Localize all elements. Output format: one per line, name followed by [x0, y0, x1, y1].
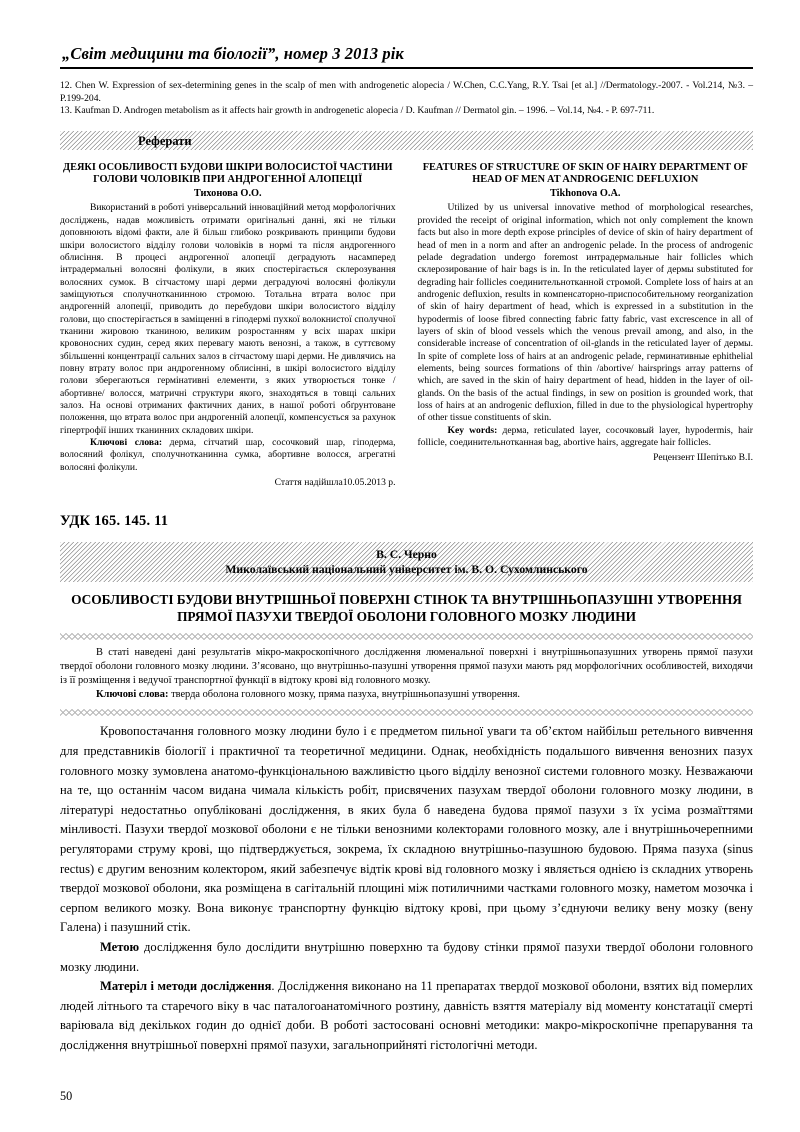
abstract-body-uk: Використаний в роботі універсальний інноваційний метод морфологічних досліджень, надав можливість отримати оригінальні данні, які не тільки доповнюють відомі факти, але й більш глибоко розкривають принципи будови шкіри волосистого відділу голови чоловіків в нормі та після андрогенного облисіння. В процесі андрогенної алопеції деградують насамперед інтрадермальні волосяні фолікули, в яких спостерігається склерозування волосяних сумок. В сітчастому шарі дерми деградуючі волосяні фолікули заміщуються сполучнотканинною стромою. Тотальна втрата волос при андрогенній алопеції, приводить до перебудови шкіри волосистого відділу голови, що спостерігається в заміщенні в гіподермі пухкої волокнистої сполучної тканини жировою тканиною, великим розростанням у всіх шарах шкіри кровоносних судин, серед яких перевагу мають венозні, а також, в суттєвому збільшенні концентрації сальних залоз в сітчастому шарі дерми. Не дивлячись на повну втрату волос при андрогенному облисінні, в шкірі волосистого відділу голови зберегаються гермінативні елементи, з яких утворюється тонке /абортивне/ волосся, матричні структури якого, знаходяться в товщі сальних залоз. На основі отриманих фактичних даних, в нашої роботі обґрунтоване положення, що втрата волос при андрогенній алопеції, компенсується за рахунок гіпертрофії інших тканинних складових шкіри. — [60, 202, 396, 436]
article-title: ОСОБЛИВОСТІ БУДОВИ ВНУТРІШНЬОЇ ПОВЕРХНІ СТІНОК ТА ВНУТРІШНЬОПАЗУШНІ УТВОРЕННЯ ПРЯМОЇ ПАЗУХИ ТВЕРДОЇ ОБОЛОНИ ГОЛОВНОГО МОЗКУ ЛЮДИНИ — [71, 591, 742, 625]
body-paragraph — [60, 977, 753, 1055]
abstract-author-uk: Тихонова О.О. — [193, 187, 262, 199]
abstract-author-en: Tikhonova O.A. — [550, 187, 621, 199]
abstract-footer-uk: Стаття надійшла10.05.2013 р. — [274, 477, 396, 489]
abstract-keywords-label-en: Key words: — [447, 424, 498, 436]
body-paragraph-lead: Метою — [100, 939, 140, 954]
abstracts-section-banner — [60, 131, 753, 150]
body-paragraph — [60, 722, 753, 938]
abstract-keywords-text-uk: дерма, сітчатий шар, сосочковий шар, гіподерма, волосяний фолікул, сполучнотканинна сумка, абортивне волосся, агрегатні волосяні фолікули. — [60, 437, 396, 473]
abstract-column-uk — [60, 162, 396, 490]
article-author-banner — [60, 542, 753, 582]
abstracts-section-label: Реферати — [138, 133, 192, 148]
abstract-footer-en: Рецензент Шепітько В.І. — [653, 452, 753, 464]
abstract-body-en: Utilized by us universal innovative method of morphological researches, provided the receipt of original information, which not only complement the known facts but also in more depth expose principles of device of skin of hairy department of head of men in a norm and after an androgenic pelade. In the process of androgenic pelade degradation undergo foremost интрадермальные hair follicles which склерозирование of hair bags is in. In the reticulated layer of дермы substituted for degrading hair follicles соединительнотканной стромой. Complete loss of hairs at an androgenic defluxion, results in компенсаторно-приспособительному reorganization of skin of hairy department of head, which is expressed in a substitution in the hypodermis of loose fibred connecting fabric fatty fabric, vast excrescence in all of layers of skin of blood vessels which the venous prevail among, and also, in the considerable increase of concentration of oil-glands in the reticulated layer of дермы. In spite of complete loss of hairs at an androgenic pelade, герминативные ephithelial elements, being sources formations of thin /abortive/ hairsprings array patterns of which, are saved in the skin of hairy department of head, hidden in the layer of oil-glands. On the basis of the actual findings, in sew on position is grounded work, that loss of hairs at an androgenic defluxion, filled in due to the physiological hypertrophy of other tissue constituents of skin. — [417, 202, 753, 424]
abstract-title-uk: ДЕЯКІ ОСОБЛИВОСТІ БУДОВИ ШКІРИ ВОЛОСИСТОЇ ЧАСТИНИ ГОЛОВИ ЧОЛОВІКІВ ПРИ АНДРОГЕННОЇ АЛОПЕЦІЇ — [63, 161, 393, 186]
article-keywords — [60, 688, 753, 702]
article-author: В. С. Черно — [376, 547, 437, 561]
abstract-keywords-en — [418, 425, 754, 450]
abstract-columns — [60, 162, 753, 490]
abstract-keywords-text-en: дерма, reticulated layer, сосочковый layer, hypodermis, hair follicle, соединительнотканная bag, abortive hairs, aggregate hair follicles. — [417, 424, 753, 448]
article-affiliation: Миколаївський національний університет ім. В. О. Сухомлинського — [225, 562, 588, 576]
zigzag-divider-top — [60, 633, 753, 640]
body-paragraph-text: Кровопостачання головного мозку людини було і є предметом пильної уваги та об’єктом найбільш ретельного вивчення для представників біології і практичної та теоретичної медицини. Однак, необхідність подальшого вивчення венозних пазух головного мозку зумовлена анатомо-функціональною важливістю цього відділу венозної системи головного мозку. Незважаючи на те, що останнім часом видана чимала кількість робіт, присвячених пазухам твердої оболони головного мозку людини, в літературі недостатньо опубліковані дослідження, в яких була б наведена будова прямої пазухи з їх усіма розмаїттями мінливості. Пазухи твердої мозкової оболони є не тільки венозними колекторами головного мозку, але і внутрішньочерепними регуляторами струму крові, що підтверджується, зокрема, їх складною внутрішньо-пазушною будовою. Пряма пазуха (sinus rectus) є другим венозним колектором, який забезпечує відтік крові від головного мозку і являється однією із складних утворень твердої мозкової оболони, яка розміщена в сагітальній площині між потиличними частками головного мозку, наметом мозочка і серпом великого мозку. Вона виконує транспортну функцію відтоку крові, при цьому з’єднуючи велику вену мозку (вену Галена) і пазушний стік. — [60, 724, 753, 935]
reference-item: 12. Chen W. Expression of sex-determining genes in the scalp of men with androgenetic alopecia / W.Chen, C.C.Yang, R.Y. Tsai [et al.] //Dermatology.-2007. - Vol.214, №3. – Р.199-204. — [60, 80, 753, 104]
zigzag-divider-bottom — [60, 709, 753, 716]
body-paragraph-lead: Матеріл і методи дослідження — [100, 979, 272, 994]
reference-item: 13. Kaufman D. Androgen metabolism as it affects hair growth in androgenetic alopecia / D. Kaufman // Dermatol gin. – 1996. – Vol.14, №4. - Р. 697-711. — [60, 105, 655, 117]
abstract-keywords-label-uk: Ключові слова: — [90, 437, 163, 448]
page-number: 50 — [60, 1089, 73, 1103]
reference-list — [60, 80, 753, 118]
body-paragraph-text: дослідження було дослідити внутрішню поверхню та будову стінки прямої пазухи твердої оболони головного мозку людини. — [60, 939, 753, 974]
running-head: „Світ медицини та біології”, номер 3 2013 рік — [62, 44, 404, 63]
article-keywords-text: тверда оболона головного мозку, пряма пазуха, внутрішньопазушні утворення. — [171, 689, 520, 701]
abstract-column-en — [418, 162, 754, 490]
body-paragraph-text: . Дослідження виконано на 11 препаратах твердої мозкової оболони, взятих від померлих людей літнього та старечого віку в час паталогоанатомічного розтину, давність взяття матеріалу від моменту констатації смерті варіювала від декількох годин до однієї доби. В роботі застосовані основні методики: макро-мікроскопічне препарування та дослідження внутрішньої поверхні прямої пазухи, загальноприйняті гістологічні методи. — [60, 979, 753, 1052]
running-head-rule — [60, 67, 753, 69]
udc-code: УДК 165. 145. 11 — [60, 512, 169, 529]
body-paragraph — [60, 938, 753, 977]
article-keywords-label: Ключові слова: — [96, 689, 169, 701]
abstract-title-en: FEATURES OF STRUCTURE OF SKIN OF HAIRY DEPARTMENT OF HEAD OF MEN AT ANDROGENIC DEFLUXION — [422, 161, 748, 186]
article-abstract: В статі наведені дані результатів мікро-макроскопічного дослідження люменальної поверхні і внутрішньопазушних утворень прямої пазухи твердої оболони головного мозку людини. З’ясовано, що внутрішньо-пазушні утворення прямої пазухи мають ряд морфологічних особливостей, виходячи із її розміщення і ведучої транспортної функції в відтоку крові від головного мозку. — [60, 646, 753, 687]
abstract-keywords-uk — [60, 437, 396, 474]
